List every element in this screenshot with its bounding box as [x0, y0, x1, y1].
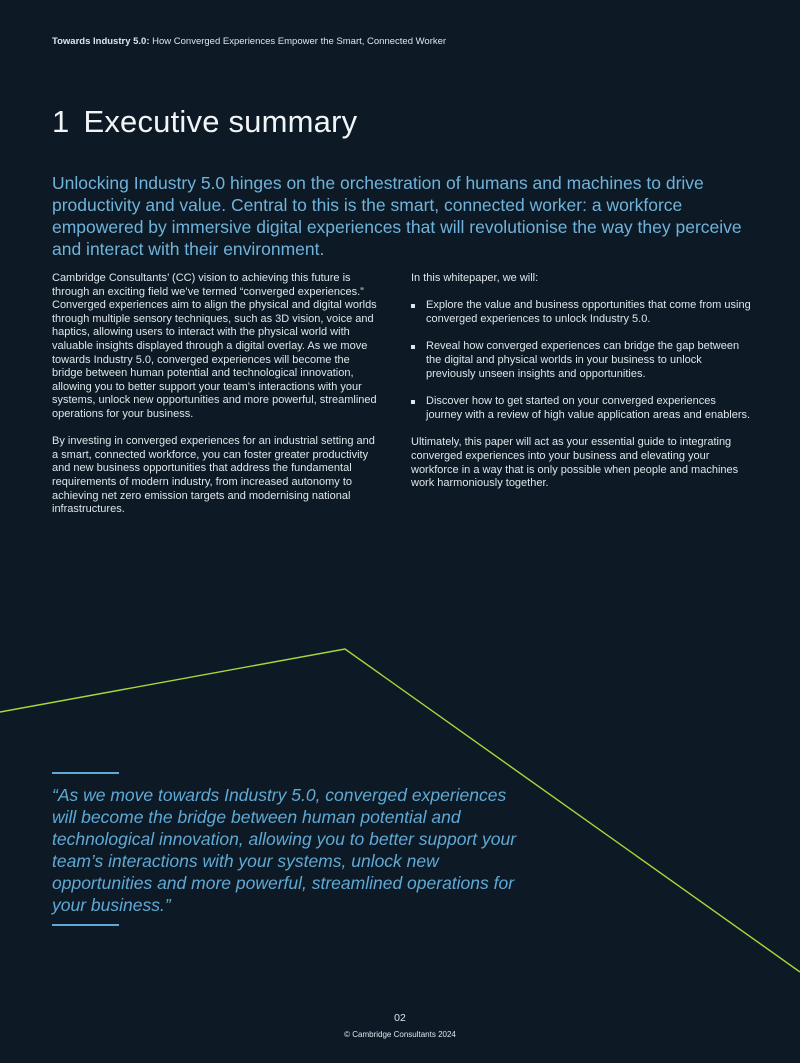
quote-rule-bottom — [52, 924, 119, 926]
quote-rule-top — [52, 772, 119, 774]
header-rest: How Converged Experiences Empower the Smart, Connected Worker — [152, 36, 447, 47]
bullet-item: Discover how to get started on your converged experiences journey with a review of high value application areas and enablers. — [411, 395, 751, 422]
running-header — [52, 36, 446, 47]
section-title-text: Executive summary — [83, 104, 358, 139]
right-column — [411, 272, 751, 504]
bullet-item: Reveal how converged experiences can bridge the gap between the digital and physical worlds in your business to unlock previously unseen insights and opportunities. — [411, 340, 751, 381]
page-number: 02 — [394, 1012, 406, 1024]
section-number: 1 — [52, 104, 70, 139]
conclusion-paragraph: Ultimately, this paper will act as your essential guide to integrating converged experiences into your business and elevating your workforce in a way that is only possible when people and machines work harmoniously together. — [411, 436, 739, 490]
bullet-intro: In this whitepaper, we will: — [411, 272, 539, 284]
copyright-notice: © Cambridge Consultants 2024 — [344, 1030, 456, 1039]
pull-quote: “As we move towards Industry 5.0, converged experiences will become the bridge between human potential and technological innovation, allowing you to better support your team’s interactions with your systems, unlock new opportunities and more powerful, streamlined operations for your business.” — [52, 785, 517, 915]
header-bold: Towards Industry 5.0: — [52, 36, 150, 47]
body-paragraph: Cambridge Consultants’ (CC) vision to achieving this future is through an exciting field we’ve termed “converged experiences.” Converged experiences aim to align the physical and digital worlds through multiple sensory techniques, such as 3D vision, voice and haptics, allowing users to interact with the physical world with valuable insights displayed through a digital overlay. As we move towards Industry 5.0, converged experiences will become the bridge between human potential and technological innovation, allowing you to better support your team’s interactions with your systems, unlock new opportunities and more powerful, streamlined operations for your business. — [52, 272, 377, 420]
body-paragraph: By investing in converged experiences for an industrial setting and a smart, connected workforce, you can foster greater productivity and new business opportunities that address the fundamental requirements of modern industry, from increased autonomy to achieving net zero emission targets and modernising national infrastructures. — [52, 435, 375, 516]
left-column — [52, 272, 382, 530]
bullet-list — [411, 299, 751, 422]
bullet-item: Explore the value and business opportunities that come from using converged experiences to unlock Industry 5.0. — [411, 299, 751, 326]
lead-paragraph: Unlocking Industry 5.0 hinges on the orchestration of humans and machines to drive productivity and value. Central to this is the smart, connected worker: a workforce empowered by immersive digital experiences that will revolutionise the way they perceive and interact with their environment. — [52, 173, 742, 259]
section-title — [52, 104, 357, 140]
